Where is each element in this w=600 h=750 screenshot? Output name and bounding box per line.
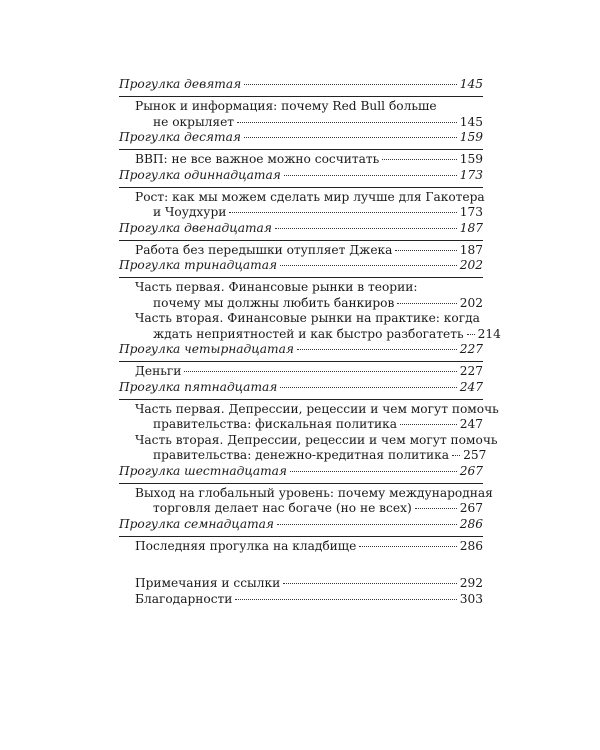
page-number: 159: [459, 152, 483, 166]
page-number: 286: [459, 538, 483, 553]
dot-leader: [283, 583, 457, 584]
entry-title: Деньги: [135, 364, 182, 378]
entry-title: Прогулка семнадцатая: [119, 516, 274, 531]
dot-leader: [290, 471, 457, 472]
page-number: 202: [459, 295, 483, 310]
entry-title-line1: Часть вторая. Финансовые рынки на практике: когда: [135, 311, 480, 325]
chapter-entry[interactable]: [119, 432, 498, 464]
entry-title-line1: Часть первая. Депрессии, рецессии и чем могут помочь: [135, 401, 499, 416]
dot-leader: [244, 137, 457, 138]
entry-title: Прогулка десятая: [119, 130, 241, 144]
walk-entry[interactable]: [119, 517, 483, 535]
entry-title: не окрыляет: [153, 114, 235, 129]
dot-leader: [415, 508, 457, 509]
page-number: 227: [459, 342, 483, 356]
dot-leader: [382, 159, 456, 160]
page-number: 227: [459, 364, 483, 378]
page-number: 286: [459, 516, 483, 531]
table-of-contents: [119, 77, 501, 607]
dot-leader: [275, 228, 457, 229]
section-rule: [119, 277, 483, 278]
page-number: 247: [459, 417, 483, 431]
entry-title: почему мы должны любить банкиров: [153, 295, 395, 310]
entry-title: Примечания и ссылки: [135, 576, 281, 590]
dot-leader: [244, 84, 457, 85]
entry-title-line2[interactable]: [135, 501, 483, 517]
page-number: 292: [459, 576, 483, 590]
entry-title: Прогулка тринадцатая: [119, 258, 278, 272]
chapter-entry[interactable]: [119, 243, 483, 259]
dot-leader: [467, 334, 475, 335]
walk-entry[interactable]: [119, 258, 483, 276]
page-number: 173: [459, 205, 483, 219]
chapter-entry[interactable]: [119, 311, 501, 342]
walk-entry[interactable]: [119, 380, 483, 398]
page-number: 214: [477, 326, 501, 341]
entry-title: правительства: денежно-кредитная политика: [153, 448, 450, 462]
section-rule: [119, 149, 483, 150]
entry-title: Прогулка двенадцатая: [119, 220, 272, 235]
dot-leader: [184, 371, 456, 372]
entry-title: правительства: фискальная политика: [153, 417, 397, 431]
entry-title: торговля делает нас богаче (но не всех): [153, 501, 412, 515]
page-number: 145: [459, 77, 483, 91]
entry-title: Прогулка девятая: [119, 77, 242, 91]
entry-title-line2[interactable]: [135, 326, 501, 343]
chapter-entry[interactable]: [119, 280, 483, 311]
end-matter-entry[interactable]: [119, 592, 483, 608]
entry-title-line2[interactable]: [135, 417, 483, 433]
walk-entry[interactable]: [119, 130, 483, 148]
dot-leader: [229, 212, 456, 213]
entry-title: Прогулка одиннадцатая: [119, 167, 281, 182]
end-matter-entry[interactable]: [119, 576, 483, 592]
entry-title-line2[interactable]: [135, 115, 483, 131]
dot-leader: [452, 455, 460, 456]
page-number: 187: [459, 220, 483, 235]
dot-leader: [280, 265, 457, 266]
section-rule: [119, 361, 483, 362]
entry-title: Работа без передышки отупляет Джека: [135, 242, 393, 257]
entry-title: Последняя прогулка на кладбище: [135, 538, 357, 553]
entry-title-line2[interactable]: [135, 296, 483, 312]
chapter-entry[interactable]: [119, 99, 483, 130]
section-rule: [119, 399, 483, 400]
entry-title: и Чоудхури: [153, 205, 227, 219]
chapter-entry[interactable]: [119, 190, 483, 221]
entry-title: ждать неприятностей и как быстро разбогатеть: [153, 326, 464, 341]
entry-title-line1: Выход на глобальный уровень: почему международная: [135, 485, 493, 500]
dot-leader: [400, 424, 457, 425]
entry-title: Прогулка четырнадцатая: [119, 342, 294, 356]
page-number: 247: [459, 379, 483, 394]
chapter-entry[interactable]: [119, 539, 483, 555]
page-number: 145: [459, 114, 483, 129]
chapter-entry[interactable]: [119, 401, 499, 433]
section-rule: [119, 96, 483, 97]
walk-entry[interactable]: [119, 464, 483, 482]
page-number: 267: [459, 463, 483, 478]
entry-title-line1: Часть вторая. Депрессии, рецессии и чем могут помочь: [135, 432, 498, 447]
entry-title-line2[interactable]: [135, 448, 487, 464]
entry-title-line2[interactable]: [135, 205, 483, 221]
page-number: 202: [459, 258, 483, 272]
page-number: 159: [459, 130, 483, 144]
entry-title: Прогулка шестнадцатая: [119, 463, 287, 478]
entry-title: Благодарности: [135, 591, 233, 606]
section-rule: [119, 187, 483, 188]
page-number: 267: [459, 501, 483, 515]
walk-entry[interactable]: [119, 342, 483, 360]
entry-title: Прогулка пятнадцатая: [119, 379, 278, 394]
walk-entry[interactable]: [119, 168, 483, 186]
chapter-entry[interactable]: [119, 364, 483, 380]
entry-title: ВВП: не все важное можно сосчитать: [135, 152, 380, 166]
dot-leader: [395, 250, 456, 251]
section-rule: [119, 240, 483, 241]
dot-leader: [397, 303, 456, 304]
page-number: 173: [459, 167, 483, 182]
chapter-entry[interactable]: [119, 485, 493, 517]
dot-leader: [237, 122, 457, 123]
entry-title-line1: Рынок и информация: почему Red Bull больше: [135, 99, 437, 113]
entry-title-line1: Часть первая. Финансовые рынки в теории:: [135, 280, 418, 294]
walk-entry[interactable]: [119, 221, 483, 239]
page-number: 303: [459, 591, 483, 606]
section-rule: [119, 483, 483, 484]
page-number: 187: [459, 242, 483, 257]
entry-title-line1: Рост: как мы можем сделать мир лучше для Гакотера: [135, 189, 485, 204]
dot-leader: [359, 546, 456, 547]
chapter-entry[interactable]: [119, 152, 483, 168]
page-number: 257: [463, 448, 487, 462]
dot-leader: [284, 175, 457, 176]
dot-leader: [280, 387, 456, 388]
dot-leader: [235, 599, 456, 600]
section-rule: [119, 536, 483, 537]
walk-entry[interactable]: [119, 77, 483, 95]
dot-leader: [277, 524, 457, 525]
dot-leader: [297, 349, 457, 350]
spacer: [119, 554, 483, 576]
